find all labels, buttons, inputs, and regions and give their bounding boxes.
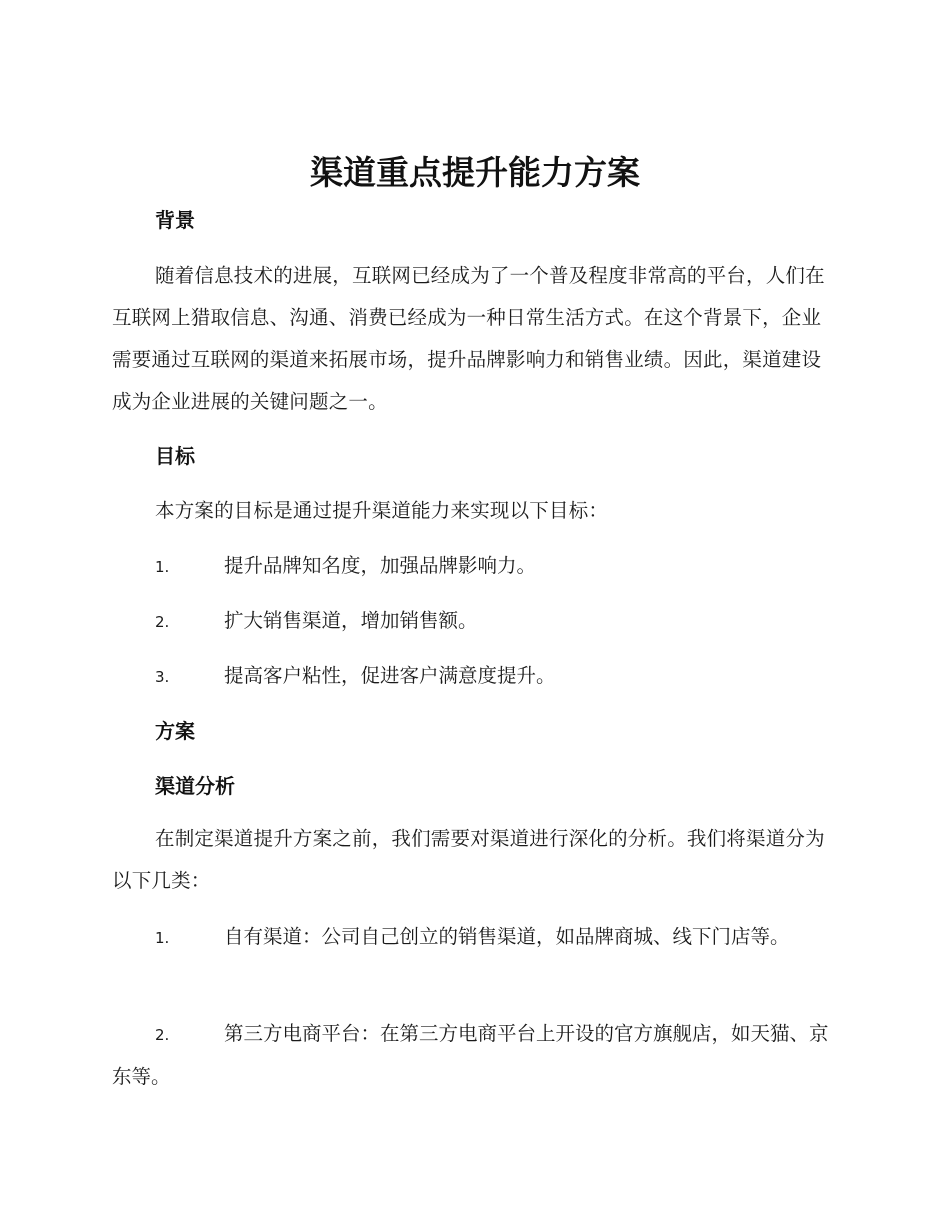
- list-item: [112, 545, 834, 588]
- list-item-number: 2.: [155, 613, 170, 631]
- list-item: [112, 916, 834, 959]
- list-item-number: 3.: [155, 668, 170, 686]
- subsection-heading-channel-analysis: 渠道分析: [155, 774, 235, 798]
- list-item: [112, 600, 834, 643]
- list-item-text: 提高客户粘性，促进客户满意度提升。: [224, 664, 556, 687]
- list-item-number: 1.: [155, 929, 170, 947]
- document-title: 渠道重点提升能力方案: [310, 153, 640, 192]
- section-heading-background: 背景: [155, 208, 195, 232]
- list-item-text: 扩大销售渠道，增加销售额。: [224, 609, 478, 632]
- list-item-number: 2.: [155, 1026, 170, 1044]
- plan-intro-paragraph: 在制定渠道提升方案之前，我们需要对渠道进行深化的分析。我们将渠道分为以下几类：: [112, 827, 825, 892]
- list-item-text: 自有渠道：公司自己创立的销售渠道，如品牌商城、线下门店等。: [224, 925, 790, 948]
- goals-intro-paragraph: 本方案的目标是通过提升渠道能力来实现以下目标：: [155, 499, 609, 522]
- background-paragraph: 随着信息技术的进展，互联网已经成为了一个普及程度非常高的平台，人们在互联网上猎取信息、沟通、消费已经成为一种日常生活方式。在这个背景下，企业需要通过互联网的渠道来拓展市场，提升品牌影响力和销售业绩。因此，渠道建设成为企业进展的关键问题之一。: [112, 264, 825, 413]
- list-item: [112, 655, 834, 698]
- section-heading-plan: 方案: [155, 719, 195, 743]
- list-item-text: 提升品牌知名度，加强品牌影响力。: [224, 554, 537, 577]
- section-heading-goals: 目标: [155, 444, 195, 468]
- list-item-text: 第三方电商平台：在第三方电商平台上开设的官方旗舰店，如天猫、京东等。: [112, 1022, 829, 1088]
- list-item: [112, 1013, 834, 1098]
- list-item-number: 1.: [155, 558, 170, 576]
